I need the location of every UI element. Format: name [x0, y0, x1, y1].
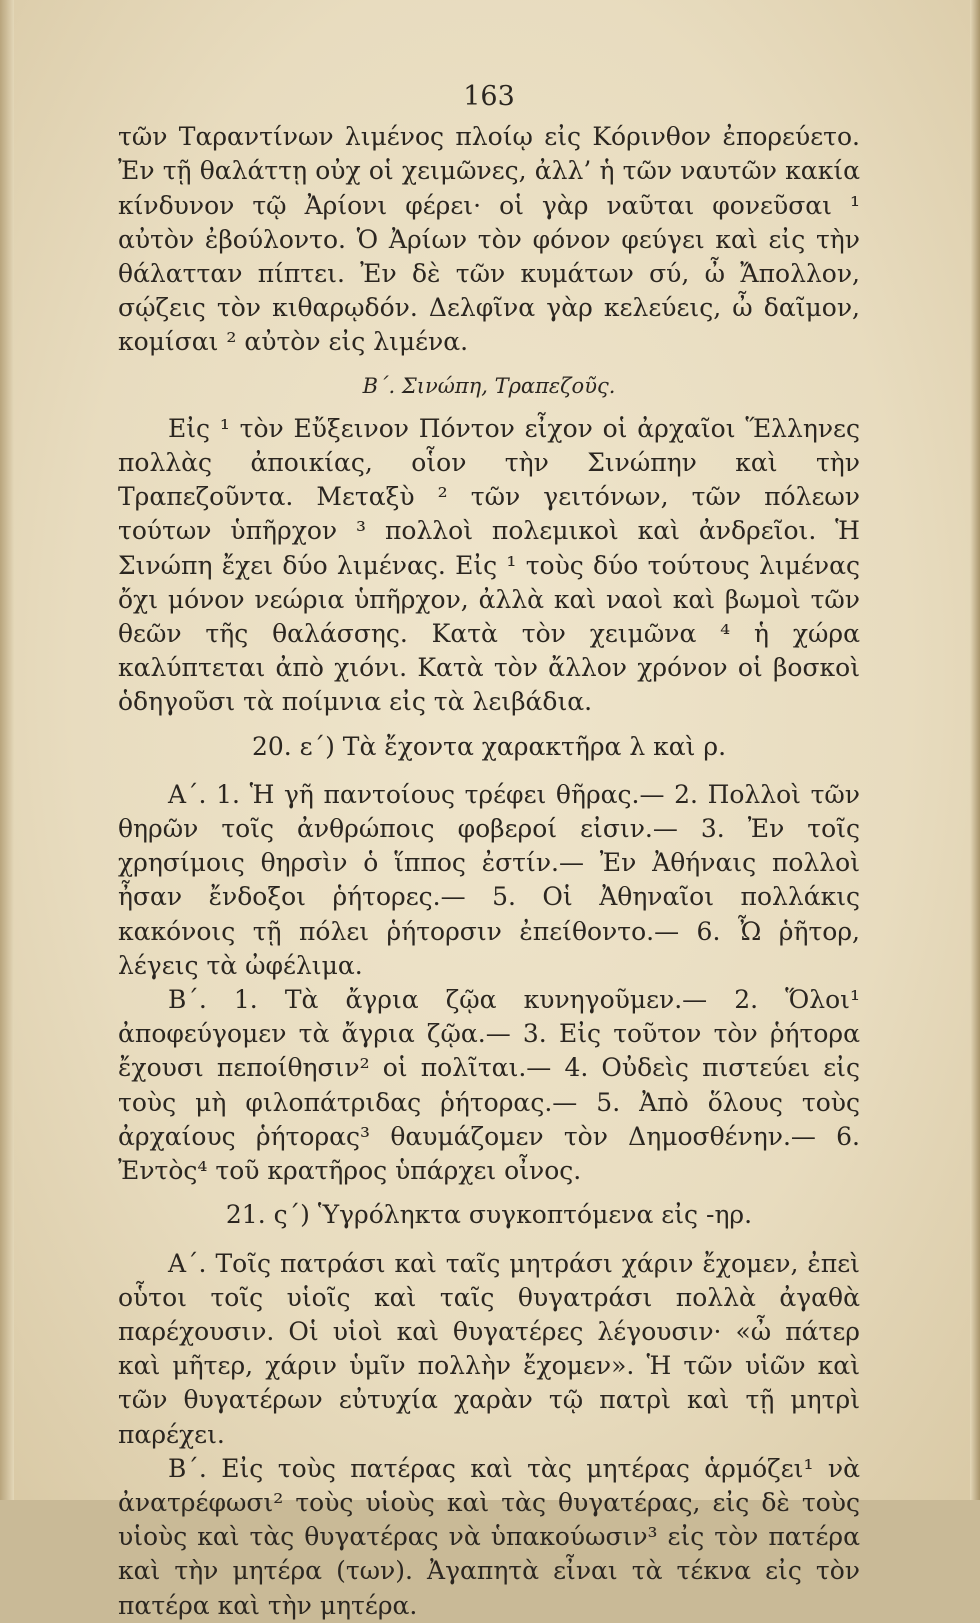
page-left-edge	[0, 0, 14, 1500]
section-heading-21: 21. ς΄) Ὑγρόληκτα συγκοπτόμενα εἰς -ηρ.	[225, 1200, 753, 1230]
exercise-21-b: Β΄. Εἰς τοὺς πατέρας καὶ τὰς μητέρας ἁρμόζει¹ νὰ ἀνατρέφωσι² τοὺς υἱοὺς καὶ τὰς θυγατέρας, εἰς δὲ τοὺς υἱοὺς καὶ τὰς θυγατέρας νὰ ὑπακούωσιν³ εἰς τὸν πατέρα καὶ τὴν μητέρα (των). Ἀγαπητὰ εἶναι τὰ τέκνα εἰς τὸν πατέρα καὶ τὴν μητέρα.	[118, 1453, 860, 1620]
page-content	[118, 80, 860, 1623]
subheading-sinope: Β΄. Σινώπη, Τραπεζοῦς.	[362, 373, 616, 398]
page-right-edge	[970, 0, 980, 1500]
paragraph-arion: τῶν Ταραντίνων λιμένος πλοίῳ εἰς Κόρινθον ἐπορεύετο. Ἐν τῇ θαλάττῃ οὐχ οἱ χειμῶνες, ἀλλ’ ἡ τῶν ναυτῶν κακία κίνδυνον τῷ Ἀρίονι φέρει· οἱ γὰρ ναῦται φονεῦσαι ¹ αὐτὸν ἐβούλοντο. Ὁ Ἀρίων τὸν φόνον φεύγει καὶ εἰς τὴν θάλατταν πίπτει. Ἐν δὲ τῶν κυμάτων σύ, ὦ Ἄπολλον, σῴζεις τὸν κιθαρῳδόν. Δελφῖνα γὰρ κελεύεις, ὦ δαῖμον, κομίσαι ² αὐτὸν εἰς λιμένα.	[118, 122, 860, 357]
exercise-20-b: Β΄. 1. Τὰ ἄγρια ζῷα κυνηγοῦμεν.— 2. Ὅλοι¹ ἀποφεύγομεν τὰ ἄγρια ζῷα.— 3. Εἰς τοῦτον τὸν ῥήτορα ἔχουσι πεποίθησιν² οἱ πολῖται.— 4. Οὐδεὶς πιστεύει εἰς τοὺς μὴ φιλοπάτριδας ῥήτορας.— 5. Ἀπὸ ὅλους τοὺς ἀρχαίους ῥήτορας³ θαυμάζομεν τὸν Δημοσθένην.— 6. Ἐντὸς⁴ τοῦ κρατῆρος ὑπάρχει οἶνος.	[118, 985, 860, 1186]
exercise-21-a: Α΄. Τοῖς πατράσι καὶ ταῖς μητράσι χάριν ἔχομεν, ἐπεὶ οὗτοι τοῖς υἱοῖς καὶ ταῖς θυγατράσι πολλὰ ἀγαθὰ παρέχουσιν. Οἱ υἱοὶ καὶ θυγατέρες λέγουσιν· «ὦ πάτερ καὶ μῆτερ, χάριν ὑμῖν πολλὴν ἔχομεν». Ἡ τῶν υἱῶν καὶ τῶν θυγατέρων εὐτυχία χαρὰν τῷ πατρὶ καὶ τῇ μητρὶ παρέχει.	[118, 1248, 860, 1449]
exercise-20-a: Α΄. 1. Ἡ γῆ παντοίους τρέφει θῆρας.— 2. Πολλοὶ τῶν θηρῶν τοῖς ἀνθρώποις φοβεροί εἰσιν.— 3. Ἐν τοῖς χρησίμοις θηρσὶν ὁ ἵππος ἐστίν.— Ἐν Ἀθήναις πολλοὶ ἦσαν ἔνδοξοι ῥήτορες.— 5. Οἱ Ἀθηναῖοι πολλάκις κακόνοις τῇ πόλει ῥήτορσιν ἐπείθοντο.— 6. Ὦ ῥῆτορ, λέγεις τὰ ὠφέλιμα.	[118, 779, 860, 980]
paragraph-sinope: Εἰς ¹ τὸν Εὔξεινον Πόντον εἶχον οἱ ἀρχαῖοι Ἕλληνες πολλὰς ἀποικίας, οἷον τὴν Σινώπην καὶ τὴν Τραπεζοῦντα. Μεταξὺ ² τῶν γειτόνων, τῶν πόλεων τούτων ὑπῆρχον ³ πολλοὶ πολεμικοὶ καὶ ἀνδρεῖοι. Ἡ Σινώπη ἔχει δύο λιμένας. Εἰς ¹ τοὺς δύο τούτους λιμένας ὄχι μόνον νεώρια ὑπῆρχον, ἀλλὰ καὶ ναοὶ καὶ βωμοὶ τῶν θεῶν τῆς θαλάσσης. Κατὰ τὸν χειμῶνα ⁴ ἡ χώρα καλύπτεται ἀπὸ χιόνι. Κατὰ τὸν ἄλλον χρόνον οἱ βοσκοὶ ὁδηγοῦσι τὰ ποίμνια εἰς τὰ λειβάδια.	[118, 413, 860, 717]
page-number: 163	[463, 81, 515, 112]
section-heading-20: 20. ε΄) Τὰ ἔχοντα χαρακτῆρα λ καὶ ρ.	[251, 731, 727, 761]
